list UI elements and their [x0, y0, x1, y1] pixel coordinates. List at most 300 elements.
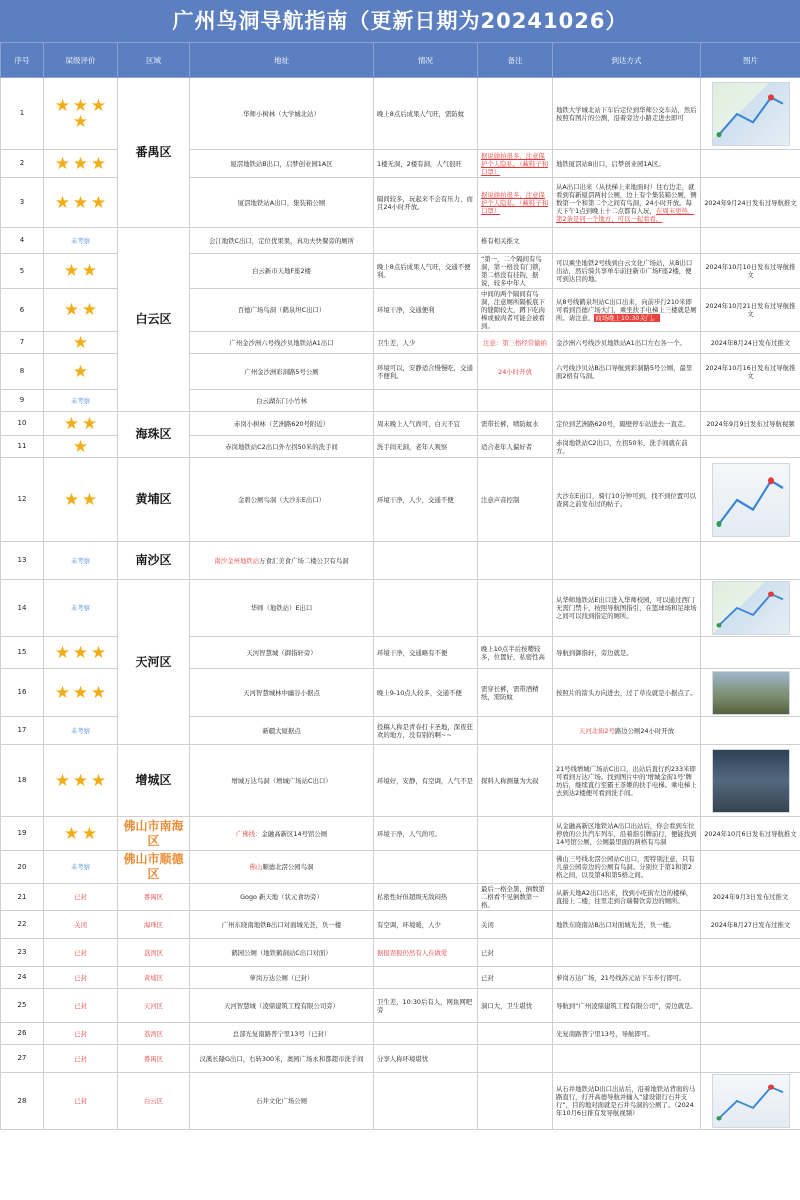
situation-cell: [374, 967, 478, 989]
district-cell: 天河区: [118, 989, 190, 1023]
situation-text: 分享人称环境堪忧: [377, 1054, 429, 1063]
address-text: 天河智慧城林中幽谷小据点: [243, 688, 320, 697]
address-cell: [190, 228, 374, 254]
address-cell: [190, 1023, 374, 1045]
district-cell: 佛山市南海区: [118, 817, 190, 851]
row-number: 3: [1, 178, 44, 228]
arrival-text: 从石井地铁站D出口出站后，沿着地铁站背面的马路直行，打开高德导航并输入“建设银行石井支行”，目的地对面就是石井鸟洞的公厕了。（2024年10月6日推有发导航视频）: [556, 1085, 696, 1117]
status-label: 未考察: [70, 556, 91, 565]
arrival-text: 从华师地铁站E出口进入华师校园，可以通过西门无需门禁卡，按照导航图指引，在篮球场和足球场之间可以找到指定的厕所。: [556, 596, 697, 620]
address-text: 华师小树林（大学城北站）: [243, 109, 320, 118]
arrival-cell: [553, 412, 701, 436]
note-text: 椎有相关推文: [481, 236, 520, 245]
arrival-cell: [553, 851, 701, 884]
district-cell: 天河区: [118, 580, 190, 745]
address-cell: [190, 967, 374, 989]
table-row: [1, 851, 800, 884]
address-highlight: 佛山: [249, 863, 263, 871]
picture-cell: [701, 458, 800, 542]
status-label: 未考察: [70, 604, 91, 612]
rating-cell: [44, 289, 118, 332]
situation-cell: [374, 178, 478, 228]
address-cell: [190, 542, 374, 580]
arrival-text: 从新天地A2出口出来，找到小吃街左边的楼梯，直接上二楼，往里走到合瑞餐饮旁边的厕所。: [556, 889, 693, 905]
picture-cell: [701, 354, 800, 390]
note-cell: [478, 939, 553, 967]
arrival-text: 从8号线鹤泉坦站C出口出来，向前步行210米即可看到百德广场大门，乘坐扶手电梯上三楼就是厕所。请注意，: [556, 298, 697, 322]
district-cell: 荔湾区: [118, 1023, 190, 1045]
address-text: 百德广场鸟洞（鹤泉坦C出口）: [237, 306, 326, 314]
situation-cell: [374, 817, 478, 851]
address-highlight: 南沙金州地铁站: [214, 556, 260, 565]
district-cell: 增城区: [118, 745, 190, 817]
address-text: 新疆大厦据点: [262, 726, 301, 735]
header-cell: 情况: [374, 43, 478, 78]
row-number: 15: [1, 637, 44, 669]
note-cell: [478, 228, 553, 254]
picture-cell: [701, 669, 800, 717]
arrival-text: 导航到“广州凌鼎建筑工程有限公司”，旁边就是。: [556, 1001, 697, 1010]
address-text: 萝岗万达公厕（已封）: [249, 973, 314, 982]
arrival-cell: [553, 254, 701, 289]
arrival-cell: [553, 967, 701, 989]
picture-cell: [701, 989, 800, 1023]
address-cell: [190, 458, 374, 542]
star-icon: ★: [90, 682, 107, 703]
address-cell: [190, 150, 374, 178]
note-cell: [478, 1073, 553, 1130]
star-icon: ★: [54, 642, 71, 663]
arrival-cell: [553, 332, 701, 354]
row-number: 4: [1, 228, 44, 254]
location-photo[interactable]: [712, 749, 790, 813]
note-cell: [478, 1023, 553, 1045]
address-text: 广州东晓南地铁B出口对面城光荟，负一楼: [221, 920, 342, 929]
arrival-cell: [553, 458, 701, 542]
publish-note: 2024年9月24日发布过导航推文: [704, 198, 797, 207]
address-highlight: 广佛线：: [235, 829, 262, 838]
situation-cell: [374, 78, 478, 150]
picture-cell: [701, 817, 800, 851]
situation-text: 晚上8点后成果人气旺，需防蚊: [377, 109, 465, 118]
address-text: 总部光复南路普宁里13号（已封）: [232, 1029, 331, 1038]
star-icon: ★: [72, 682, 89, 703]
row-number: 11: [1, 436, 44, 458]
picture-cell: [701, 1023, 800, 1045]
situation-cell: [374, 542, 478, 580]
publish-note: 2024年10月21日发布过导航推文: [705, 302, 796, 318]
note-cell: [478, 851, 553, 884]
rating-cell: [44, 911, 118, 939]
arrival-text: 萝岗万达广场，21号线苏元站下车步行即可。: [556, 973, 686, 982]
location-photo[interactable]: [712, 82, 790, 146]
rating-cell: [44, 745, 118, 817]
note-text: 已封: [481, 973, 494, 982]
address-text: 万食汇美食广场二楼公卫有鸟洞: [259, 556, 349, 565]
header-cell: 序号: [1, 43, 44, 78]
address-cell: [190, 580, 374, 637]
address-cell: [190, 669, 374, 717]
picture-cell: [701, 911, 800, 939]
star-icon: ★: [72, 111, 89, 132]
header-cell: 图片: [701, 43, 800, 78]
rating-cell: [44, 717, 118, 745]
note-cell: [478, 637, 553, 669]
note-highlight: 注意：第三格经常偷拍: [483, 338, 547, 347]
arrival-cell: [553, 717, 701, 745]
situation-cell: [374, 1073, 478, 1130]
picture-cell: [701, 412, 800, 436]
picture-cell: [701, 745, 800, 817]
situation-text: 有空调，环境暖，人少: [377, 920, 441, 929]
address-text: 赤岗地铁站C2出口外左拐50米的洗手间: [225, 442, 338, 451]
star-icon: ★: [63, 413, 80, 434]
picture-cell: [701, 967, 800, 989]
address-text: 石井文化广场公厕: [255, 1097, 308, 1105]
picture-cell: [701, 1045, 800, 1073]
row-number: 7: [1, 332, 44, 354]
address-cell: [190, 851, 374, 884]
row-number: 16: [1, 669, 44, 717]
row-number: 8: [1, 354, 44, 390]
arrival-text: 可以乘坐地铁2号线到白云文化广场站，从B出口出站，然后骑共享单车前往新市广场F座2楼，便可到达目的地。: [556, 259, 693, 283]
star-icon: ★: [72, 153, 89, 174]
arrival-cell: [553, 1023, 701, 1045]
arrival-cell: [553, 939, 701, 967]
note-warning: 据说偷拍很多，注意保护个人隐私。（藏鞋子和口罩）: [481, 190, 549, 215]
location-photo[interactable]: [712, 671, 790, 715]
arrival-text: 赤岗地铁站C2出口，左拐50米，洗手间就在前方。: [556, 438, 688, 455]
note-cell: [478, 1045, 553, 1073]
star-icon: ★: [63, 823, 80, 844]
address-cell: [190, 939, 374, 967]
star-icon: ★: [72, 361, 89, 382]
note-cell: [478, 390, 553, 412]
address-text: 白云湖东门小竹林: [255, 396, 308, 405]
row-number: 2: [1, 150, 44, 178]
note-text: 晚上10点半后按嘤较多，位置好，私密性高: [481, 644, 545, 661]
situation-cell: [374, 717, 478, 745]
arrival-text: 按照片的箭头方向进去，过了草皮就是小据点了。: [556, 688, 697, 697]
rating-cell: [44, 254, 118, 289]
situation-cell: [374, 669, 478, 717]
row-number: 19: [1, 817, 44, 851]
situation-cell: [374, 637, 478, 669]
note-cell: [478, 669, 553, 717]
note-text: “第一，二个隔间有鸟洞，第一格没有门锁，第二格没有挂钩，据说，较多中年人: [481, 255, 545, 287]
arrival-cell: [553, 989, 701, 1023]
situation-cell: [374, 989, 478, 1023]
address-cell: [190, 289, 374, 332]
arrival-cell: [553, 78, 701, 150]
rating-cell: [44, 669, 118, 717]
arrival-cell: [553, 178, 701, 228]
table-row: [1, 542, 800, 580]
picture-cell: [701, 436, 800, 458]
situation-cell: [374, 354, 478, 390]
star-icon: ★: [90, 770, 107, 791]
table-row: [1, 817, 800, 851]
address-text: 广州金沙洲彩洞路5号公厕: [244, 367, 319, 376]
address-text: 白云新市天地F座2楼: [252, 267, 311, 275]
publish-note: 2024年10月10日发布过导航推文: [705, 263, 796, 279]
picture-cell: [701, 717, 800, 745]
arrival-text: 地铁厦滘站B出口，启梦创业园1A区。: [556, 159, 665, 168]
district-cell: 番禺区: [118, 1045, 190, 1073]
address-cell: [190, 354, 374, 390]
table-row: [1, 989, 800, 1023]
arrival-text: 定位到艺洲路620号，隔壁停车站进去一直走。: [556, 419, 690, 428]
note-cell: [478, 150, 553, 178]
arrival-text: 从A出口出来（从扶梯上来地面时）往右边走，就看到有新厦滘两村公厕，边上有个集装箱公厕，侧数第一个和第二个之间有鸟洞，24小时开放。每天下午1点到晚上十二点都有人玩，: [556, 182, 697, 215]
picture-cell: [701, 332, 800, 354]
arrival-text: 大沙东E出口，骑行10分钟可到，找不到位置可以查阅之前发布过的帖子。: [556, 491, 696, 508]
arrival-text: 六号线沙贝站B出口导航到彩洞路5号公厕，最里面2格有鸟洞。: [556, 363, 693, 380]
arrival-text: 21号线增城广场站C出口，出站后直行约233米即可看到万达广场。找到图片中的‘增城金街1号’牌坊后，继续直行至霸王茶姬的扶手电梯。乘电梯上去到达2楼便可看到洗手间。: [556, 764, 697, 797]
header-cell: 备注: [478, 43, 553, 78]
situation-text: 环境干净，人气尚可。: [377, 829, 441, 838]
star-icon: ★: [90, 153, 107, 174]
note-cell: [478, 817, 553, 851]
rating-cell: [44, 637, 118, 669]
table-row: [1, 580, 800, 637]
location-photo[interactable]: [712, 581, 790, 635]
status-label: 关闭: [74, 920, 87, 929]
address-text: 金碧公厕鸟洞（大沙东E出口）: [237, 495, 326, 504]
rating-cell: [44, 580, 118, 637]
arrival-cell: [553, 1045, 701, 1073]
district-cell: 荔湾区: [118, 939, 190, 967]
situation-text: 周末晚上人气尚可，白天不宜: [377, 419, 461, 428]
table-row: [1, 939, 800, 967]
note-text: 注意声音控制: [481, 495, 520, 504]
rating-cell: [44, 228, 118, 254]
picture-cell: [701, 580, 800, 637]
note-cell: [478, 717, 553, 745]
rating-cell: [44, 458, 118, 542]
district-cell: 番禺区: [118, 884, 190, 911]
table-row: [1, 745, 800, 817]
district-cell: 南沙区: [118, 542, 190, 580]
situation-cell: [374, 390, 478, 412]
header-cell: 屎级评价: [44, 43, 118, 78]
note-cell: [478, 989, 553, 1023]
note-cell: [478, 745, 553, 817]
note-cell: [478, 436, 553, 458]
publish-note: 2024年10月6日发布过导航推文: [704, 829, 797, 838]
situation-text: 隔间较多，玩起来不会有压力，而且24小时开放。: [377, 194, 473, 211]
row-number: 20: [1, 851, 44, 884]
note-cell: [478, 911, 553, 939]
note-highlight: 24小时开放: [498, 367, 532, 376]
picture-cell: [701, 637, 800, 669]
address-text: 赤岗小树林（艺洲路620号附近）: [233, 419, 330, 428]
arrival-text: 地铁大学城北站下车后定位到华师公交车站，然后按照有图片的公测，沿着旁边小路走进去即可: [556, 105, 697, 122]
arrival-text: 光复南路普宁里13号，导航即可。: [556, 1029, 654, 1038]
table-row: [1, 884, 800, 911]
arrival-cell: [553, 637, 701, 669]
status-label: 未考察: [70, 396, 91, 405]
note-text: 中间的两个隔间有鸟洞，注意厕所隔板底下的缝隙较大，蹲下吃肉棒或被肉者可能会被看到。: [481, 290, 545, 330]
table-row: [1, 911, 800, 939]
arrival-text: 金沙洲六号线沙贝地铁站A1出口左右各一个。: [556, 338, 686, 347]
status-label: 已封: [74, 948, 87, 957]
row-number: 25: [1, 989, 44, 1023]
rating-cell: [44, 412, 118, 436]
rating-cell: [44, 332, 118, 354]
header-cell: 到达方式: [553, 43, 701, 78]
arrival-cell: [553, 542, 701, 580]
star-icon: ★: [63, 489, 80, 510]
situation-cell: [374, 412, 478, 436]
row-number: 6: [1, 289, 44, 332]
situation-cell: [374, 580, 478, 637]
district-cell: 黄埔区: [118, 458, 190, 542]
situation-cell: [374, 1045, 478, 1073]
row-number: 10: [1, 412, 44, 436]
publish-note: 2024年9月9日发布过导航视频: [706, 419, 795, 428]
rating-cell: [44, 817, 118, 851]
note-cell: [478, 289, 553, 332]
star-icon: ★: [72, 332, 89, 353]
rating-cell: [44, 1023, 118, 1045]
row-number: 26: [1, 1023, 44, 1045]
picture-cell: [701, 390, 800, 412]
arrival-cell: [553, 1073, 701, 1130]
rating-cell: [44, 1073, 118, 1130]
arrival-cell: [553, 669, 701, 717]
address-cell: [190, 412, 374, 436]
rating-cell: [44, 939, 118, 967]
publish-note: 2024年8月27日发布过推文: [710, 920, 791, 929]
page-title: 广州鸟洞导航指南（更新日期为20241026）: [0, 0, 800, 42]
rating-cell: [44, 851, 118, 884]
arrival-cell: [553, 817, 701, 851]
arrival-cell: [553, 150, 701, 178]
table-row: [1, 1045, 800, 1073]
guide-table: [0, 42, 800, 1130]
row-number: 12: [1, 458, 44, 542]
address-cell: [190, 332, 374, 354]
row-number: 17: [1, 717, 44, 745]
note-text: 关闭: [481, 920, 494, 929]
note-warning: 据说偷拍很多，注意保护个人隐私。（藏鞋子和口罩）: [481, 151, 549, 176]
picture-cell: [701, 884, 800, 911]
address-cell: [190, 178, 374, 228]
star-icon: ★: [81, 413, 98, 434]
rating-cell: [44, 436, 118, 458]
star-icon: ★: [54, 95, 71, 116]
address-cell: [190, 989, 374, 1023]
district-cell: 白云区: [118, 228, 190, 412]
district-cell: 佛山市顺德区: [118, 851, 190, 884]
row-number: 18: [1, 745, 44, 817]
situation-cell: [374, 911, 478, 939]
star-icon: ★: [54, 682, 71, 703]
arrival-cell: [553, 745, 701, 817]
arrival-cell: [553, 354, 701, 390]
location-photo[interactable]: [712, 463, 790, 537]
star-icon: ★: [72, 95, 89, 116]
note-text: 需穿长裤，需带酒精纸，需防蚊: [481, 684, 539, 701]
district-cell: 海珠区: [118, 412, 190, 458]
row-number: 13: [1, 542, 44, 580]
status-label: 已封: [74, 1054, 87, 1063]
status-label: 未考察: [70, 863, 91, 871]
star-icon: ★: [63, 261, 80, 281]
arrival-highlight: 商场晚上10:30关门。: [595, 314, 659, 322]
status-label: 已封: [74, 893, 87, 901]
picture-cell: [701, 1073, 800, 1130]
rating-cell: [44, 989, 118, 1023]
address-text: 广州金沙洲六号线沙贝地铁站A1出口: [229, 338, 334, 347]
arrival-cell: [553, 436, 701, 458]
table-row: [1, 458, 800, 542]
arrival-cell: [553, 228, 701, 254]
district-cell: 黄埔区: [118, 967, 190, 989]
situation-text: 1楼无洞，2楼有洞，人气很旺: [377, 159, 462, 168]
note-cell: [478, 332, 553, 354]
row-number: 5: [1, 254, 44, 289]
situation-cell: [374, 1023, 478, 1045]
star-icon: ★: [54, 153, 71, 174]
note-cell: [478, 354, 553, 390]
situation-text: 投稿人称是青春打卡圣地，深夜狂欢的地方，没有别的啊~~: [377, 722, 473, 739]
arrival-cell: [553, 580, 701, 637]
arrival-text: 路边公厕24小时开放: [614, 726, 675, 735]
situation-cell: [374, 851, 478, 884]
situation-cell: [374, 939, 478, 967]
situation-cell: [374, 332, 478, 354]
note-text: 已封: [481, 948, 494, 957]
address-cell: [190, 254, 374, 289]
situation-cell: [374, 150, 478, 178]
arrival-text: 佛山三号线北滘公园站C出口，需特别注意，只有儿童公园旁边的公厕有鸟洞。分别位于第1和第2格之间，以及第4和第5格之间。: [556, 855, 695, 879]
address-text: 金融高新区14号馆公厕: [261, 829, 328, 838]
address-text: 顺德北滘公园鸟洞: [262, 863, 314, 871]
note-text: 洞口大，卫生堪忧: [481, 1001, 533, 1010]
location-photo[interactable]: [712, 1074, 790, 1128]
picture-cell: [701, 150, 800, 178]
situation-text: 洗手间无洞，老年人观察: [377, 442, 448, 451]
picture-cell: [701, 939, 800, 967]
status-label: 已封: [74, 1029, 87, 1038]
rating-cell: [44, 390, 118, 412]
note-text: 需带长裤，喷防蚊水: [481, 419, 539, 428]
situation-text: 卫生差，人少: [377, 338, 416, 347]
note-cell: [478, 967, 553, 989]
rating-cell: [44, 354, 118, 390]
note-cell: [478, 412, 553, 436]
address-cell: [190, 1073, 374, 1130]
arrival-cell: [553, 884, 701, 911]
status-label: 已封: [74, 1001, 87, 1010]
address-cell: [190, 911, 374, 939]
address-text: 鹤园公厕（地铁鹤洞站C出口对面）: [231, 948, 332, 957]
publish-note: 2024年9月3日发布过推文: [712, 893, 789, 901]
situation-text: 晚上8点后成果人气旺，交通不便利。: [377, 263, 471, 279]
row-number: 1: [1, 78, 44, 150]
publish-note: 2024年8月24日发布过推文: [710, 338, 791, 347]
status-label: 已封: [74, 1097, 87, 1105]
star-icon: ★: [72, 192, 89, 213]
note-cell: [478, 78, 553, 150]
arrival-warning: 在周末更热，第2条是同一个地方，可以一起看看。: [556, 206, 695, 223]
row-number: 24: [1, 967, 44, 989]
arrival-highlight: 天河北街2号: [578, 726, 615, 735]
table-row: [1, 412, 800, 436]
address-text: 增城万达鸟洞（增城广场站C出口）: [231, 776, 332, 785]
